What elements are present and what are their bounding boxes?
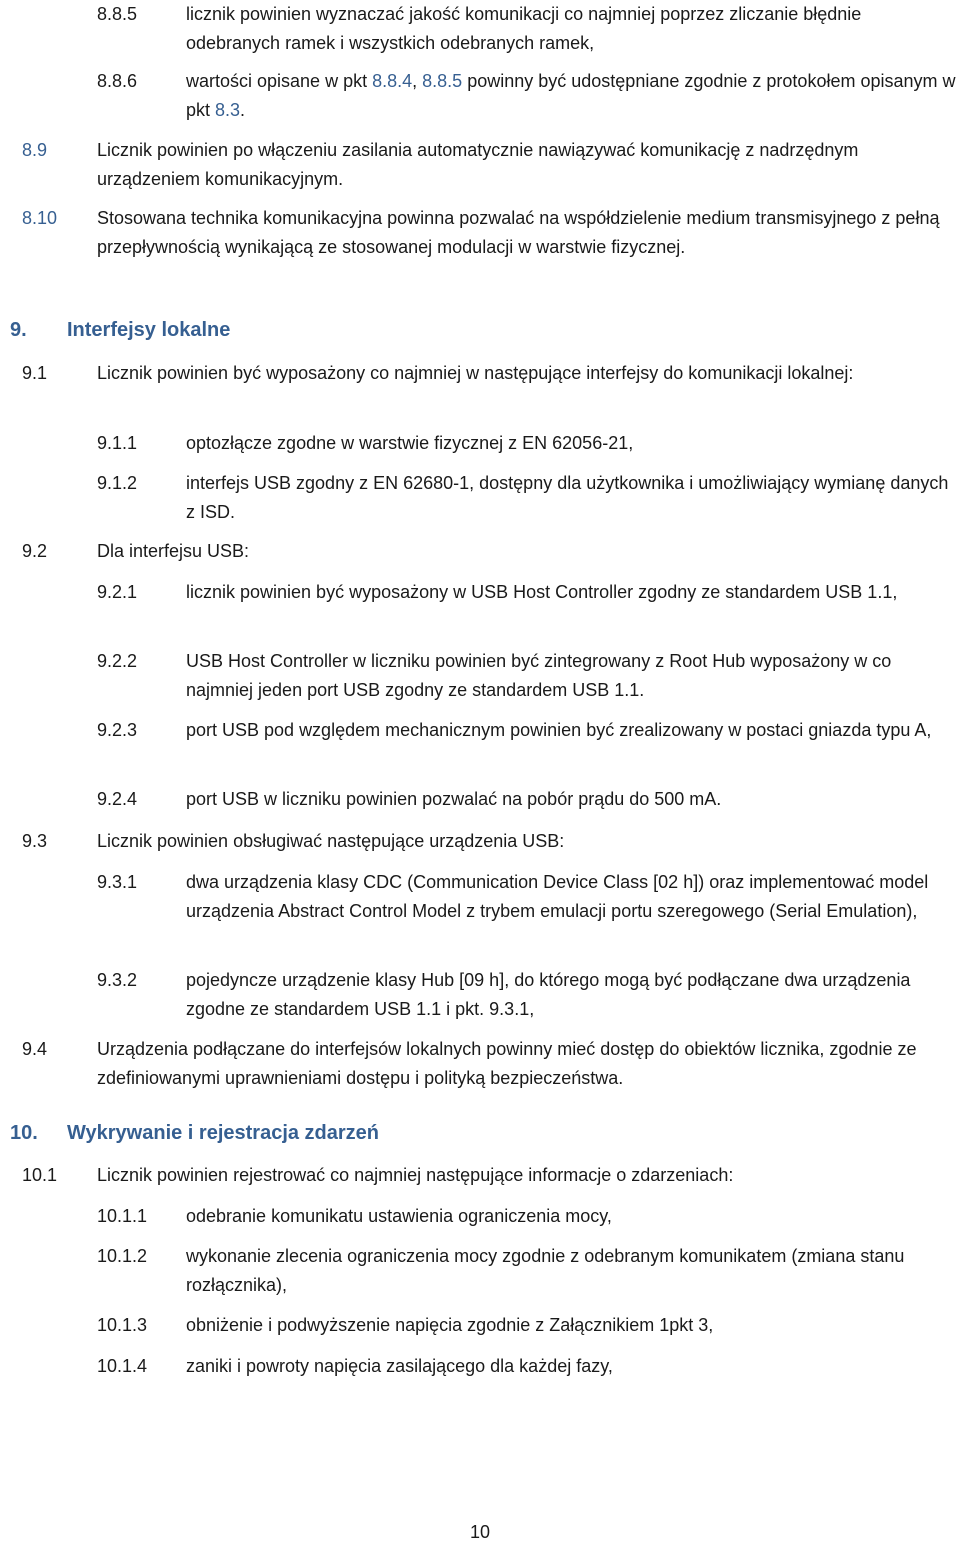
clause-text: wykonanie zlecenia ograniczenia mocy zgodnie z odebranym komunikatem (zmiana stanu rozłącznika), [186, 1246, 905, 1295]
heading-title: Interfejsy lokalne [67, 319, 231, 341]
clause-text: interfejs USB zgodny z EN 62680-1, dostępny dla użytkownika i umożliwiający wymianę danych z ISD. [186, 473, 949, 522]
clause-number: 9.3.1 [97, 872, 138, 892]
clause-number: 9.3.2 [97, 970, 138, 990]
clause-number: 9.2.4 [97, 789, 138, 809]
clause-text: licznik powinien być wyposażony w USB Host Controller zgodny ze standardem USB 1.1, [186, 582, 898, 602]
clause-number: 9.1.1 [97, 433, 138, 453]
clause-text: port USB pod względem mechanicznym powinien być zrealizowany w postaci gniazda typu A, [186, 720, 932, 740]
clause-number: 10.1.1 [97, 1206, 148, 1226]
clause-text: wartości opisane w pkt 8.8.4, 8.8.5 powinny być udostępniane zgodnie z protokołem opisanym w pkt 8.3. [186, 71, 956, 120]
clause-number: 9.2.3 [97, 720, 138, 740]
clause-text: obniżenie i podwyższenie napięcia zgodnie z Załącznikiem 1pkt 3, [186, 1315, 714, 1335]
clause-text: Licznik powinien być wyposażony co najmniej w następujące interfejsy do komunikacji lokalnej: [97, 363, 854, 383]
clause-text: USB Host Controller w liczniku powinien być zintegrowany z Root Hub wyposażony w co najmniej jeden port USB zgodny ze standardem USB 1.1. [186, 651, 892, 700]
clause-number: 8.10 [22, 208, 58, 228]
clause-text: licznik powinien wyznaczać jakość komunikacji co najmniej poprzez zliczanie błędnie odebranych ramek i wszystkich odebranych ramek, [186, 4, 862, 53]
clause-number: 9.4 [22, 1039, 48, 1059]
clause-text: Licznik powinien po włączeniu zasilania automatycznie nawiązywać komunikację z nadrzędnym urządzeniem komunikacyjnym. [97, 140, 859, 189]
clause-number: 8.8.6 [97, 71, 138, 91]
clause-text: Stosowana technika komunikacyjna powinna pozwalać na współdzielenie medium transmisyjnego z pełną przepływnością wynikającą ze stosowanej modulacji w warstwie fizycznej. [97, 208, 940, 257]
clause-text: dwa urządzenia klasy CDC (Communication Device Class [02 h]) oraz implementować model urządzenia Abstract Control Model z trybem emulacji portu szeregowego (Serial Emulation), [186, 872, 929, 921]
clause-number: 10.1.3 [97, 1315, 148, 1335]
clause-text: Licznik powinien rejestrować co najmniej następujące informacje o zdarzeniach: [97, 1165, 734, 1185]
heading-number: 9. [10, 319, 27, 341]
heading-title: Wykrywanie i rejestracja zdarzeń [67, 1122, 380, 1144]
clause-text: zaniki i powroty napięcia zasilającego dla każdej fazy, [186, 1356, 613, 1376]
clause-text: pojedyncze urządzenie klasy Hub [09 h], do którego mogą być podłączane dwa urządzenia zgodne ze standardem USB 1.1 i pkt. 9.3.1, [186, 970, 911, 1019]
clause-text: Licznik powinien obsługiwać następujące urządzenia USB: [97, 831, 565, 851]
clause-number: 8.8.5 [97, 4, 138, 24]
cross-reference-link[interactable]: 8.3 [215, 99, 241, 120]
clause-number: 10.1.2 [97, 1246, 148, 1266]
cross-reference-link[interactable]: 8.8.5 [422, 71, 463, 91]
clause-number: 9.1 [22, 363, 48, 383]
clause-number: 9.2.2 [97, 651, 138, 671]
clause-number: 10.1 [22, 1165, 58, 1185]
clause-number: 9.1.2 [97, 473, 138, 493]
clause-number: 8.9 [22, 140, 48, 160]
page-number: 10 [469, 1522, 491, 1542]
clause-text: optozłącze zgodne w warstwie fizycznej z EN 62056-21, [186, 433, 634, 453]
clause-number: 9.2 [22, 541, 48, 561]
clause-text: port USB w liczniku powinien pozwalać na pobór prądu do 500 mA. [186, 789, 722, 809]
clause-text: Urządzenia podłączane do interfejsów lokalnych powinny mieć dostęp do obiektów licznika, zgodnie ze zdefiniowanymi uprawnieniami dostępu i polityką bezpieczeństwa. [97, 1039, 917, 1088]
clause-text: Dla interfejsu USB: [97, 541, 250, 561]
heading-number: 10. [10, 1122, 38, 1144]
clause-number: 9.2.1 [97, 582, 138, 602]
cross-reference-link[interactable]: 8.8.4 [372, 71, 413, 91]
clause-number: 9.3 [22, 831, 48, 851]
clause-text: odebranie komunikatu ustawienia ograniczenia mocy, [186, 1206, 612, 1226]
clause-number: 10.1.4 [97, 1356, 148, 1376]
